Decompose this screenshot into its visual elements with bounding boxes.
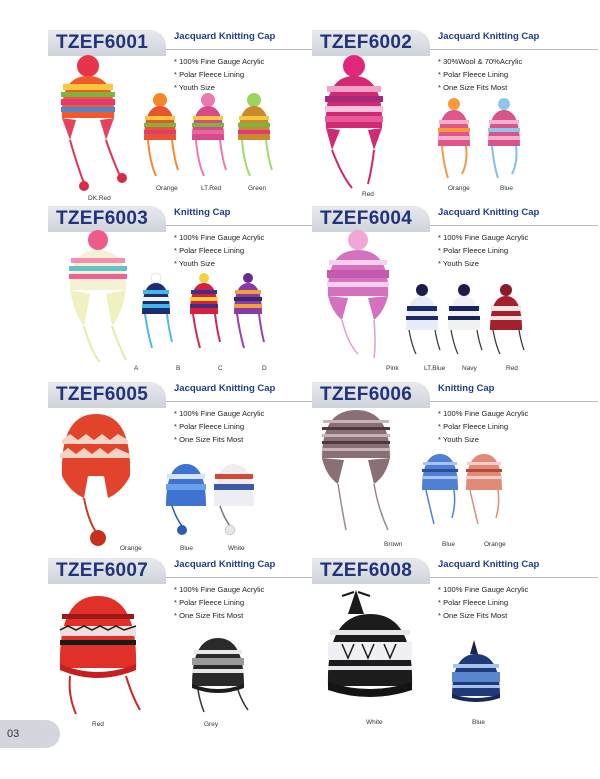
color-label: Grey [204, 721, 219, 728]
feature-item: * 100% Fine Gauge Acrylic [174, 409, 265, 418]
feature-item: * One Size Fits Most [438, 83, 508, 92]
product-photo [312, 556, 598, 732]
product-code: TZEF6005 [48, 382, 166, 408]
color-label: Orange [156, 185, 178, 192]
color-label: Red [362, 191, 374, 198]
color-label: Red [506, 365, 518, 372]
product-tzef6008 [312, 556, 598, 732]
color-label: Blue [180, 545, 194, 552]
color-label: Orange [484, 541, 506, 548]
product-code: TZEF6001 [48, 30, 166, 56]
product-photo [48, 28, 334, 204]
color-label: White [366, 719, 383, 726]
color-label: Orange [120, 545, 142, 552]
feature-item: * Polar Fleece Lining [174, 422, 245, 431]
hat-main [60, 414, 130, 546]
color-label: Navy [462, 365, 477, 372]
feature-item: * Polar Fleece Lining [438, 598, 509, 607]
color-label: Orange [448, 185, 470, 192]
feature-item: * Polar Fleece Lining [438, 70, 509, 79]
color-label: LT.Red [201, 185, 222, 192]
product-photo [312, 28, 598, 204]
color-label: B [176, 365, 181, 372]
hat-orange [466, 454, 502, 524]
color-label: D [262, 365, 267, 372]
product-photo [48, 556, 334, 732]
product-code: TZEF6008 [312, 558, 430, 584]
feature-item: * 100% Fine Gauge Acrylic [174, 233, 265, 242]
hat-main [327, 230, 389, 358]
feature-item: * 100% Fine Gauge Acrylic [438, 585, 529, 594]
product-photo [48, 204, 334, 380]
product-title: Jacquard Knitting Cap [438, 31, 540, 42]
product-tzef6001 [48, 28, 334, 204]
product-tzef6007 [48, 556, 334, 732]
product-code: TZEF6003 [48, 206, 166, 232]
feature-item: * Youth Size [438, 435, 479, 444]
hat-blue [452, 640, 500, 702]
product-title: Jacquard Knitting Cap [174, 383, 276, 394]
product-tzef6004 [312, 204, 598, 380]
hat-main [60, 596, 140, 714]
color-label: LT.Blue [424, 365, 446, 372]
product-title: Jacquard Knitting Cap [174, 31, 276, 42]
feature-item: * 100% Fine Gauge Acrylic [438, 233, 529, 242]
product-tzef6006 [312, 380, 598, 556]
product-title: Jacquard Knitting Cap [438, 207, 540, 218]
color-label: C [218, 365, 223, 372]
product-photo [312, 380, 598, 556]
product-tzef6003 [48, 204, 334, 380]
hat-orange [438, 98, 470, 178]
feature-item: * Polar Fleece Lining [438, 246, 509, 255]
feature-item: * Polar Fleece Lining [174, 598, 245, 607]
color-label: White [228, 545, 245, 552]
feature-item: * 30%Wool & 70%Acrylic [438, 57, 523, 66]
hat-white [214, 464, 254, 535]
feature-item: * 100% Fine Gauge Acrylic [174, 57, 265, 66]
hat-green [238, 93, 272, 176]
color-label: Green [248, 185, 267, 192]
feature-item: * Youth Size [174, 259, 215, 268]
color-label: DK.Red [88, 195, 111, 202]
product-code: TZEF6002 [312, 30, 430, 56]
product-code: TZEF6007 [48, 558, 166, 584]
product-title: Knitting Cap [438, 383, 495, 394]
feature-item: * One Size Fits Most [174, 435, 244, 444]
hat-red [490, 284, 524, 354]
hat-lt-red [192, 93, 226, 176]
hat-main [61, 55, 127, 191]
feature-item: * 100% Fine Gauge Acrylic [438, 409, 529, 418]
feature-item: * One Size Fits Most [438, 611, 508, 620]
hat-c [190, 273, 220, 348]
color-label: Red [92, 721, 104, 728]
hat-main [328, 590, 412, 697]
hat-main [325, 55, 383, 188]
color-label: Pink [386, 365, 399, 372]
feature-item: * Polar Fleece Lining [174, 70, 245, 79]
page-number: 03 [0, 720, 60, 748]
hat-navy [448, 284, 482, 354]
product-photo [312, 204, 598, 380]
product-code: TZEF6006 [312, 382, 430, 408]
feature-item: * Youth Size [438, 259, 479, 268]
color-label: Blue [472, 719, 486, 726]
color-label: A [134, 365, 139, 372]
color-label: Brown [384, 541, 403, 548]
hat-d [234, 273, 264, 348]
hat-lt-blue [406, 284, 440, 354]
feature-item: * Youth Size [174, 83, 215, 92]
product-code: TZEF6004 [312, 206, 430, 232]
feature-item: * Polar Fleece Lining [438, 422, 509, 431]
product-title: Knitting Cap [174, 207, 231, 218]
feature-item: * One Size Fits Most [174, 611, 244, 620]
hat-blue [488, 98, 520, 178]
feature-item: * 100% Fine Gauge Acrylic [174, 585, 265, 594]
hat-b [142, 273, 172, 348]
feature-item: * Polar Fleece Lining [174, 246, 245, 255]
product-tzef6002 [312, 28, 598, 204]
hat-blue [166, 464, 206, 535]
color-label: Blue [500, 185, 514, 192]
color-label: Blue [442, 541, 456, 548]
hat-grey [192, 638, 248, 712]
product-title: Jacquard Knitting Cap [174, 559, 276, 570]
hat-main [322, 410, 390, 530]
product-title: Jacquard Knitting Cap [438, 559, 540, 570]
hat-main [69, 230, 127, 362]
product-tzef6005 [48, 380, 334, 556]
hat-orange [144, 93, 178, 176]
hat-blue [422, 454, 458, 524]
product-photo [48, 380, 334, 556]
